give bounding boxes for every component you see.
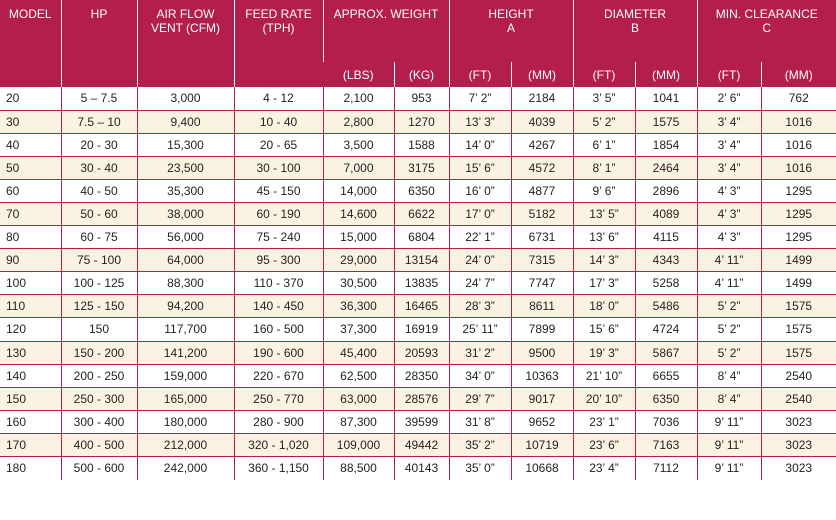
table-row [0, 110, 836, 133]
header-airflow: AIR FLOW VENT (CFM) [137, 0, 234, 87]
cell-clearance-ft: 9’ 11” [697, 410, 761, 433]
cell-weight-kg: 953 [394, 87, 449, 110]
table-row [0, 364, 836, 387]
cell-diameter-mm: 4724 [635, 318, 697, 341]
cell-weight-lbs: 14,600 [323, 202, 394, 225]
header-clearance: MIN. CLEARANCE C [697, 0, 836, 62]
cell-feed-rate-tph: 220 - 670 [234, 364, 323, 387]
cell-airflow-cfm: 64,000 [137, 249, 234, 272]
cell-clearance-ft: 3’ 4” [697, 133, 761, 156]
cell-height-ft: 24’ 7” [449, 272, 511, 295]
cell-weight-kg: 16465 [394, 295, 449, 318]
cell-weight-kg: 28576 [394, 387, 449, 410]
cell-hp: 125 - 150 [61, 295, 137, 318]
cell-hp: 400 - 500 [61, 433, 137, 456]
cell-airflow-cfm: 94,200 [137, 295, 234, 318]
table-row [0, 202, 836, 225]
cell-model: 40 [0, 133, 61, 156]
cell-height-mm: 10668 [511, 457, 573, 480]
cell-height-ft: 22’ 1” [449, 226, 511, 249]
cell-hp: 200 - 250 [61, 364, 137, 387]
cell-diameter-ft: 5’ 2” [573, 110, 635, 133]
cell-hp: 40 - 50 [61, 179, 137, 202]
cell-height-ft: 35’ 0” [449, 457, 511, 480]
cell-height-mm: 4267 [511, 133, 573, 156]
cell-hp: 60 - 75 [61, 226, 137, 249]
table-row [0, 387, 836, 410]
cell-clearance-ft: 3’ 4” [697, 156, 761, 179]
cell-clearance-mm: 1295 [761, 226, 836, 249]
cell-airflow-cfm: 165,000 [137, 387, 234, 410]
table-row [0, 133, 836, 156]
cell-height-mm: 10719 [511, 433, 573, 456]
cell-model: 100 [0, 272, 61, 295]
cell-weight-kg: 6804 [394, 226, 449, 249]
cell-diameter-ft: 17’ 3” [573, 272, 635, 295]
cell-model: 140 [0, 364, 61, 387]
cell-clearance-mm: 1499 [761, 272, 836, 295]
cell-height-ft: 31’ 2” [449, 341, 511, 364]
cell-hp: 50 - 60 [61, 202, 137, 225]
cell-hp: 500 - 600 [61, 457, 137, 480]
cell-feed-rate-tph: 4 - 12 [234, 87, 323, 110]
cell-clearance-ft: 8’ 4” [697, 364, 761, 387]
cell-clearance-mm: 1016 [761, 156, 836, 179]
cell-height-ft: 15’ 6” [449, 156, 511, 179]
cell-clearance-mm: 3023 [761, 433, 836, 456]
cell-clearance-ft: 5’ 2” [697, 295, 761, 318]
cell-height-ft: 28’ 3” [449, 295, 511, 318]
cell-diameter-mm: 6350 [635, 387, 697, 410]
cell-diameter-mm: 5258 [635, 272, 697, 295]
cell-feed-rate-tph: 20 - 65 [234, 133, 323, 156]
cell-height-mm: 7315 [511, 249, 573, 272]
cell-weight-kg: 13835 [394, 272, 449, 295]
cell-diameter-ft: 9’ 6” [573, 179, 635, 202]
cell-clearance-ft: 9’ 11” [697, 433, 761, 456]
cell-diameter-mm: 4115 [635, 226, 697, 249]
cell-weight-kg: 49442 [394, 433, 449, 456]
cell-clearance-mm: 3023 [761, 457, 836, 480]
table-row [0, 226, 836, 249]
cell-weight-kg: 13154 [394, 249, 449, 272]
cell-airflow-cfm: 35,300 [137, 179, 234, 202]
cell-airflow-cfm: 180,000 [137, 410, 234, 433]
cell-diameter-ft: 6’ 1” [573, 133, 635, 156]
cell-clearance-ft: 4’ 3” [697, 202, 761, 225]
header-height: HEIGHT A [449, 0, 573, 62]
cell-weight-lbs: 45,400 [323, 341, 394, 364]
cell-clearance-mm: 1499 [761, 249, 836, 272]
cell-height-mm: 8611 [511, 295, 573, 318]
cell-hp: 75 - 100 [61, 249, 137, 272]
cell-weight-lbs: 109,000 [323, 433, 394, 456]
cell-height-mm: 10363 [511, 364, 573, 387]
cell-clearance-ft: 5’ 2” [697, 318, 761, 341]
cell-airflow-cfm: 159,000 [137, 364, 234, 387]
cell-clearance-mm: 2540 [761, 364, 836, 387]
cell-hp: 7.5 – 10 [61, 110, 137, 133]
cell-diameter-mm: 1575 [635, 110, 697, 133]
cell-airflow-cfm: 88,300 [137, 272, 234, 295]
cell-feed-rate-tph: 320 - 1,020 [234, 433, 323, 456]
cell-diameter-ft: 23’ 1” [573, 410, 635, 433]
cell-weight-lbs: 15,000 [323, 226, 394, 249]
cell-diameter-ft: 23’ 6” [573, 433, 635, 456]
cell-clearance-ft: 4’ 11” [697, 249, 761, 272]
header-diameter: DIAMETER B [573, 0, 697, 62]
cell-clearance-ft: 4’ 3” [697, 179, 761, 202]
header-feed-rate: FEED RATE (TPH) [234, 0, 323, 87]
cell-hp: 30 - 40 [61, 156, 137, 179]
cell-clearance-ft: 5’ 2” [697, 341, 761, 364]
cell-height-mm: 7747 [511, 272, 573, 295]
cell-model: 150 [0, 387, 61, 410]
cell-model: 170 [0, 433, 61, 456]
cell-diameter-ft: 15’ 6” [573, 318, 635, 341]
cell-diameter-ft: 13’ 5” [573, 202, 635, 225]
cell-height-ft: 13’ 3” [449, 110, 511, 133]
cell-model: 70 [0, 202, 61, 225]
cell-diameter-ft: 14’ 3” [573, 249, 635, 272]
subheader-clearance-mm: (MM) [761, 62, 836, 87]
table-row [0, 410, 836, 433]
cell-model: 80 [0, 226, 61, 249]
cell-feed-rate-tph: 190 - 600 [234, 341, 323, 364]
cell-height-mm: 9652 [511, 410, 573, 433]
cell-model: 50 [0, 156, 61, 179]
cell-weight-kg: 16919 [394, 318, 449, 341]
subheader-diameter-mm: (MM) [635, 62, 697, 87]
cell-hp: 100 - 125 [61, 272, 137, 295]
cell-height-ft: 29’ 7” [449, 387, 511, 410]
cell-model: 20 [0, 87, 61, 110]
cell-weight-lbs: 62,500 [323, 364, 394, 387]
cell-height-mm: 9017 [511, 387, 573, 410]
cell-feed-rate-tph: 360 - 1,150 [234, 457, 323, 480]
cell-height-ft: 31’ 8” [449, 410, 511, 433]
cell-height-mm: 6731 [511, 226, 573, 249]
cell-clearance-mm: 1295 [761, 202, 836, 225]
cell-hp: 20 - 30 [61, 133, 137, 156]
cell-weight-lbs: 88,500 [323, 457, 394, 480]
cell-diameter-ft: 8’ 1” [573, 156, 635, 179]
cell-weight-kg: 6350 [394, 179, 449, 202]
cell-height-ft: 24’ 0” [449, 249, 511, 272]
cell-airflow-cfm: 117,700 [137, 318, 234, 341]
cell-height-ft: 7’ 2” [449, 87, 511, 110]
cell-clearance-mm: 1575 [761, 295, 836, 318]
cell-model: 90 [0, 249, 61, 272]
subheader-clearance-ft: (FT) [697, 62, 761, 87]
cell-feed-rate-tph: 95 - 300 [234, 249, 323, 272]
cell-weight-kg: 39599 [394, 410, 449, 433]
cell-clearance-mm: 2540 [761, 387, 836, 410]
table-row [0, 249, 836, 272]
cell-height-mm: 9500 [511, 341, 573, 364]
table-row [0, 272, 836, 295]
table-body [0, 87, 836, 480]
cell-height-ft: 16’ 0” [449, 179, 511, 202]
cell-height-mm: 5182 [511, 202, 573, 225]
cell-hp: 150 - 200 [61, 341, 137, 364]
cell-diameter-mm: 5867 [635, 341, 697, 364]
cell-weight-lbs: 30,500 [323, 272, 394, 295]
cell-diameter-mm: 7163 [635, 433, 697, 456]
cell-airflow-cfm: 56,000 [137, 226, 234, 249]
subheader-kg: (KG) [394, 62, 449, 87]
cell-weight-lbs: 2,100 [323, 87, 394, 110]
cell-model: 30 [0, 110, 61, 133]
cell-diameter-mm: 2896 [635, 179, 697, 202]
cell-weight-kg: 6622 [394, 202, 449, 225]
table-row [0, 457, 836, 480]
cell-weight-lbs: 3,500 [323, 133, 394, 156]
cell-diameter-mm: 5486 [635, 295, 697, 318]
cell-clearance-ft: 4’ 3” [697, 226, 761, 249]
cell-clearance-mm: 1575 [761, 341, 836, 364]
header-weight: APPROX. WEIGHT [323, 0, 449, 62]
cell-airflow-cfm: 38,000 [137, 202, 234, 225]
cell-feed-rate-tph: 250 - 770 [234, 387, 323, 410]
cell-weight-lbs: 37,300 [323, 318, 394, 341]
cell-model: 110 [0, 295, 61, 318]
cell-height-mm: 4572 [511, 156, 573, 179]
cell-airflow-cfm: 15,300 [137, 133, 234, 156]
cell-feed-rate-tph: 160 - 500 [234, 318, 323, 341]
cell-model: 180 [0, 457, 61, 480]
cell-clearance-ft: 8’ 4” [697, 387, 761, 410]
cell-airflow-cfm: 212,000 [137, 433, 234, 456]
cell-clearance-mm: 762 [761, 87, 836, 110]
cell-weight-kg: 3175 [394, 156, 449, 179]
cell-clearance-mm: 1295 [761, 179, 836, 202]
cell-weight-lbs: 2,800 [323, 110, 394, 133]
cell-airflow-cfm: 141,200 [137, 341, 234, 364]
cell-height-ft: 14’ 0” [449, 133, 511, 156]
cell-model: 160 [0, 410, 61, 433]
cell-weight-kg: 28350 [394, 364, 449, 387]
cell-weight-kg: 1270 [394, 110, 449, 133]
cell-feed-rate-tph: 75 - 240 [234, 226, 323, 249]
cell-weight-kg: 1588 [394, 133, 449, 156]
cell-height-ft: 34’ 0” [449, 364, 511, 387]
cell-height-mm: 2184 [511, 87, 573, 110]
cell-clearance-ft: 2’ 6” [697, 87, 761, 110]
cell-height-ft: 17’ 0” [449, 202, 511, 225]
table-row [0, 179, 836, 202]
subheader-lbs: (LBS) [323, 62, 394, 87]
cell-clearance-ft: 3’ 4” [697, 110, 761, 133]
cell-model: 130 [0, 341, 61, 364]
cell-diameter-ft: 23’ 4” [573, 457, 635, 480]
cell-weight-lbs: 36,300 [323, 295, 394, 318]
cell-airflow-cfm: 3,000 [137, 87, 234, 110]
cell-height-ft: 25’ 11” [449, 318, 511, 341]
cell-feed-rate-tph: 45 - 150 [234, 179, 323, 202]
cell-hp: 150 [61, 318, 137, 341]
cell-clearance-mm: 1575 [761, 318, 836, 341]
cell-weight-kg: 20593 [394, 341, 449, 364]
cell-clearance-mm: 3023 [761, 410, 836, 433]
cell-clearance-ft: 9’ 11” [697, 457, 761, 480]
cell-height-ft: 35’ 2” [449, 433, 511, 456]
cell-weight-kg: 40143 [394, 457, 449, 480]
cell-airflow-cfm: 23,500 [137, 156, 234, 179]
cell-weight-lbs: 63,000 [323, 387, 394, 410]
cell-hp: 300 - 400 [61, 410, 137, 433]
cell-diameter-ft: 18’ 0” [573, 295, 635, 318]
cell-feed-rate-tph: 110 - 370 [234, 272, 323, 295]
cell-weight-lbs: 14,000 [323, 179, 394, 202]
cell-clearance-ft: 4’ 11” [697, 272, 761, 295]
cell-model: 60 [0, 179, 61, 202]
cell-feed-rate-tph: 10 - 40 [234, 110, 323, 133]
cell-weight-lbs: 29,000 [323, 249, 394, 272]
cell-diameter-mm: 1854 [635, 133, 697, 156]
cell-height-mm: 4039 [511, 110, 573, 133]
table-row [0, 295, 836, 318]
cell-diameter-mm: 2464 [635, 156, 697, 179]
cell-hp: 5 – 7.5 [61, 87, 137, 110]
cell-airflow-cfm: 9,400 [137, 110, 234, 133]
cell-height-mm: 7899 [511, 318, 573, 341]
cell-diameter-ft: 19’ 3” [573, 341, 635, 364]
cell-diameter-mm: 7036 [635, 410, 697, 433]
cell-hp: 250 - 300 [61, 387, 137, 410]
table-row [0, 433, 836, 456]
cell-diameter-ft: 13’ 6” [573, 226, 635, 249]
cell-weight-lbs: 87,300 [323, 410, 394, 433]
cell-clearance-mm: 1016 [761, 133, 836, 156]
cell-model: 120 [0, 318, 61, 341]
cell-weight-lbs: 7,000 [323, 156, 394, 179]
cell-height-mm: 4877 [511, 179, 573, 202]
subheader-diameter-ft: (FT) [573, 62, 635, 87]
header-model: MODEL [0, 0, 61, 87]
cell-clearance-mm: 1016 [761, 110, 836, 133]
cell-feed-rate-tph: 140 - 450 [234, 295, 323, 318]
cell-feed-rate-tph: 30 - 100 [234, 156, 323, 179]
header-hp: HP [61, 0, 137, 87]
cell-diameter-mm: 6655 [635, 364, 697, 387]
cell-diameter-mm: 4089 [635, 202, 697, 225]
table-row [0, 156, 836, 179]
cell-diameter-ft: 21’ 10” [573, 364, 635, 387]
cell-diameter-ft: 3’ 5” [573, 87, 635, 110]
table-row [0, 341, 836, 364]
subheader-height-mm: (MM) [511, 62, 573, 87]
cell-airflow-cfm: 242,000 [137, 457, 234, 480]
cell-diameter-mm: 4343 [635, 249, 697, 272]
table-row [0, 318, 836, 341]
cell-feed-rate-tph: 280 - 900 [234, 410, 323, 433]
cell-feed-rate-tph: 60 - 190 [234, 202, 323, 225]
cell-diameter-mm: 1041 [635, 87, 697, 110]
cell-diameter-ft: 20’ 10” [573, 387, 635, 410]
cell-diameter-mm: 7112 [635, 457, 697, 480]
table-row [0, 87, 836, 110]
subheader-height-ft: (FT) [449, 62, 511, 87]
